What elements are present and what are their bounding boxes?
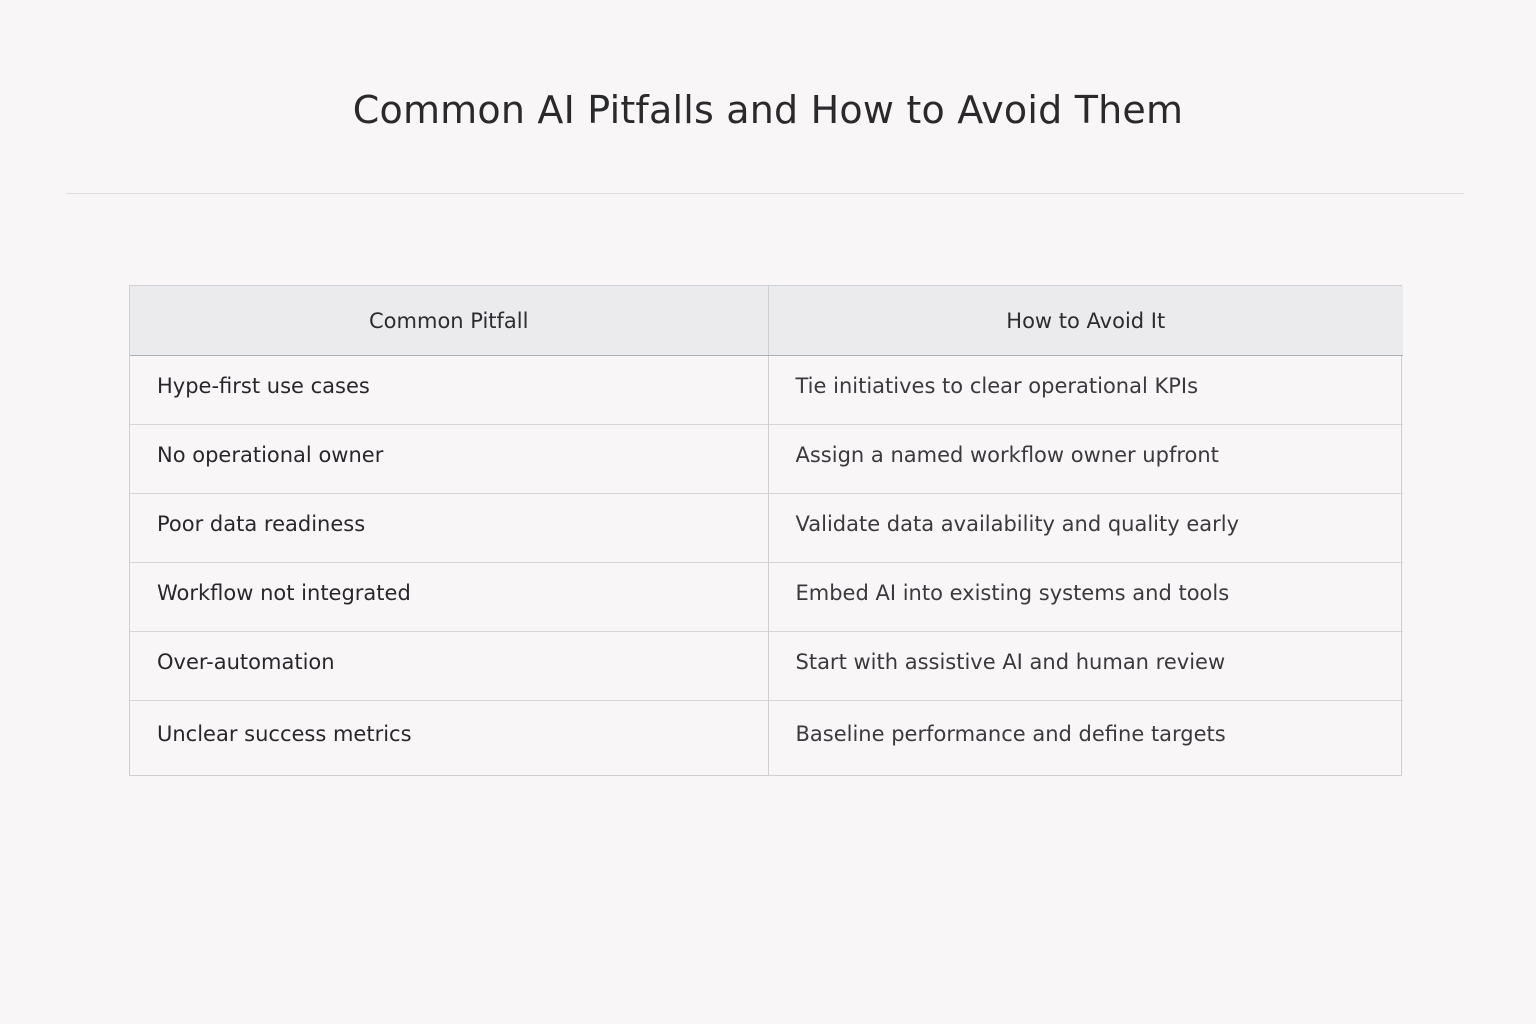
- remedy-cell: Tie initiatives to clear operational KPIs: [768, 356, 1403, 425]
- pitfall-cell: No operational owner: [130, 425, 768, 494]
- remedy-cell: Validate data availability and quality early: [768, 494, 1403, 563]
- remedy-cell: Start with assistive AI and human review: [768, 632, 1403, 701]
- pitfall-cell: Over-automation: [130, 632, 768, 701]
- page-title: Common AI Pitfalls and How to Avoid Them: [352, 88, 1184, 132]
- pitfall-cell: Hype-first use cases: [157, 374, 370, 398]
- remedy-cell: Embed AI into existing systems and tools: [768, 563, 1403, 632]
- table-row: [130, 563, 1403, 632]
- table-row: [130, 425, 1403, 494]
- table-row: [130, 494, 1403, 563]
- table-row: [130, 356, 1403, 425]
- pitfall-cell: Workflow not integrated: [130, 563, 768, 632]
- pitfalls-table: [129, 285, 1402, 776]
- header-how-to-avoid: How to Avoid It: [768, 286, 1403, 356]
- remedy-cell: Assign a named workflow owner upfront: [768, 425, 1403, 494]
- table-header-row: [130, 286, 1403, 356]
- table-row: [130, 701, 1403, 775]
- table-row: [130, 632, 1403, 701]
- remedy-cell: Baseline performance and define targets: [768, 701, 1403, 775]
- pitfall-cell: Unclear success metrics: [130, 701, 768, 775]
- pitfall-cell: Poor data readiness: [130, 494, 768, 563]
- header-common-pitfall: Common Pitfall: [130, 286, 768, 356]
- title-divider: [66, 193, 1464, 194]
